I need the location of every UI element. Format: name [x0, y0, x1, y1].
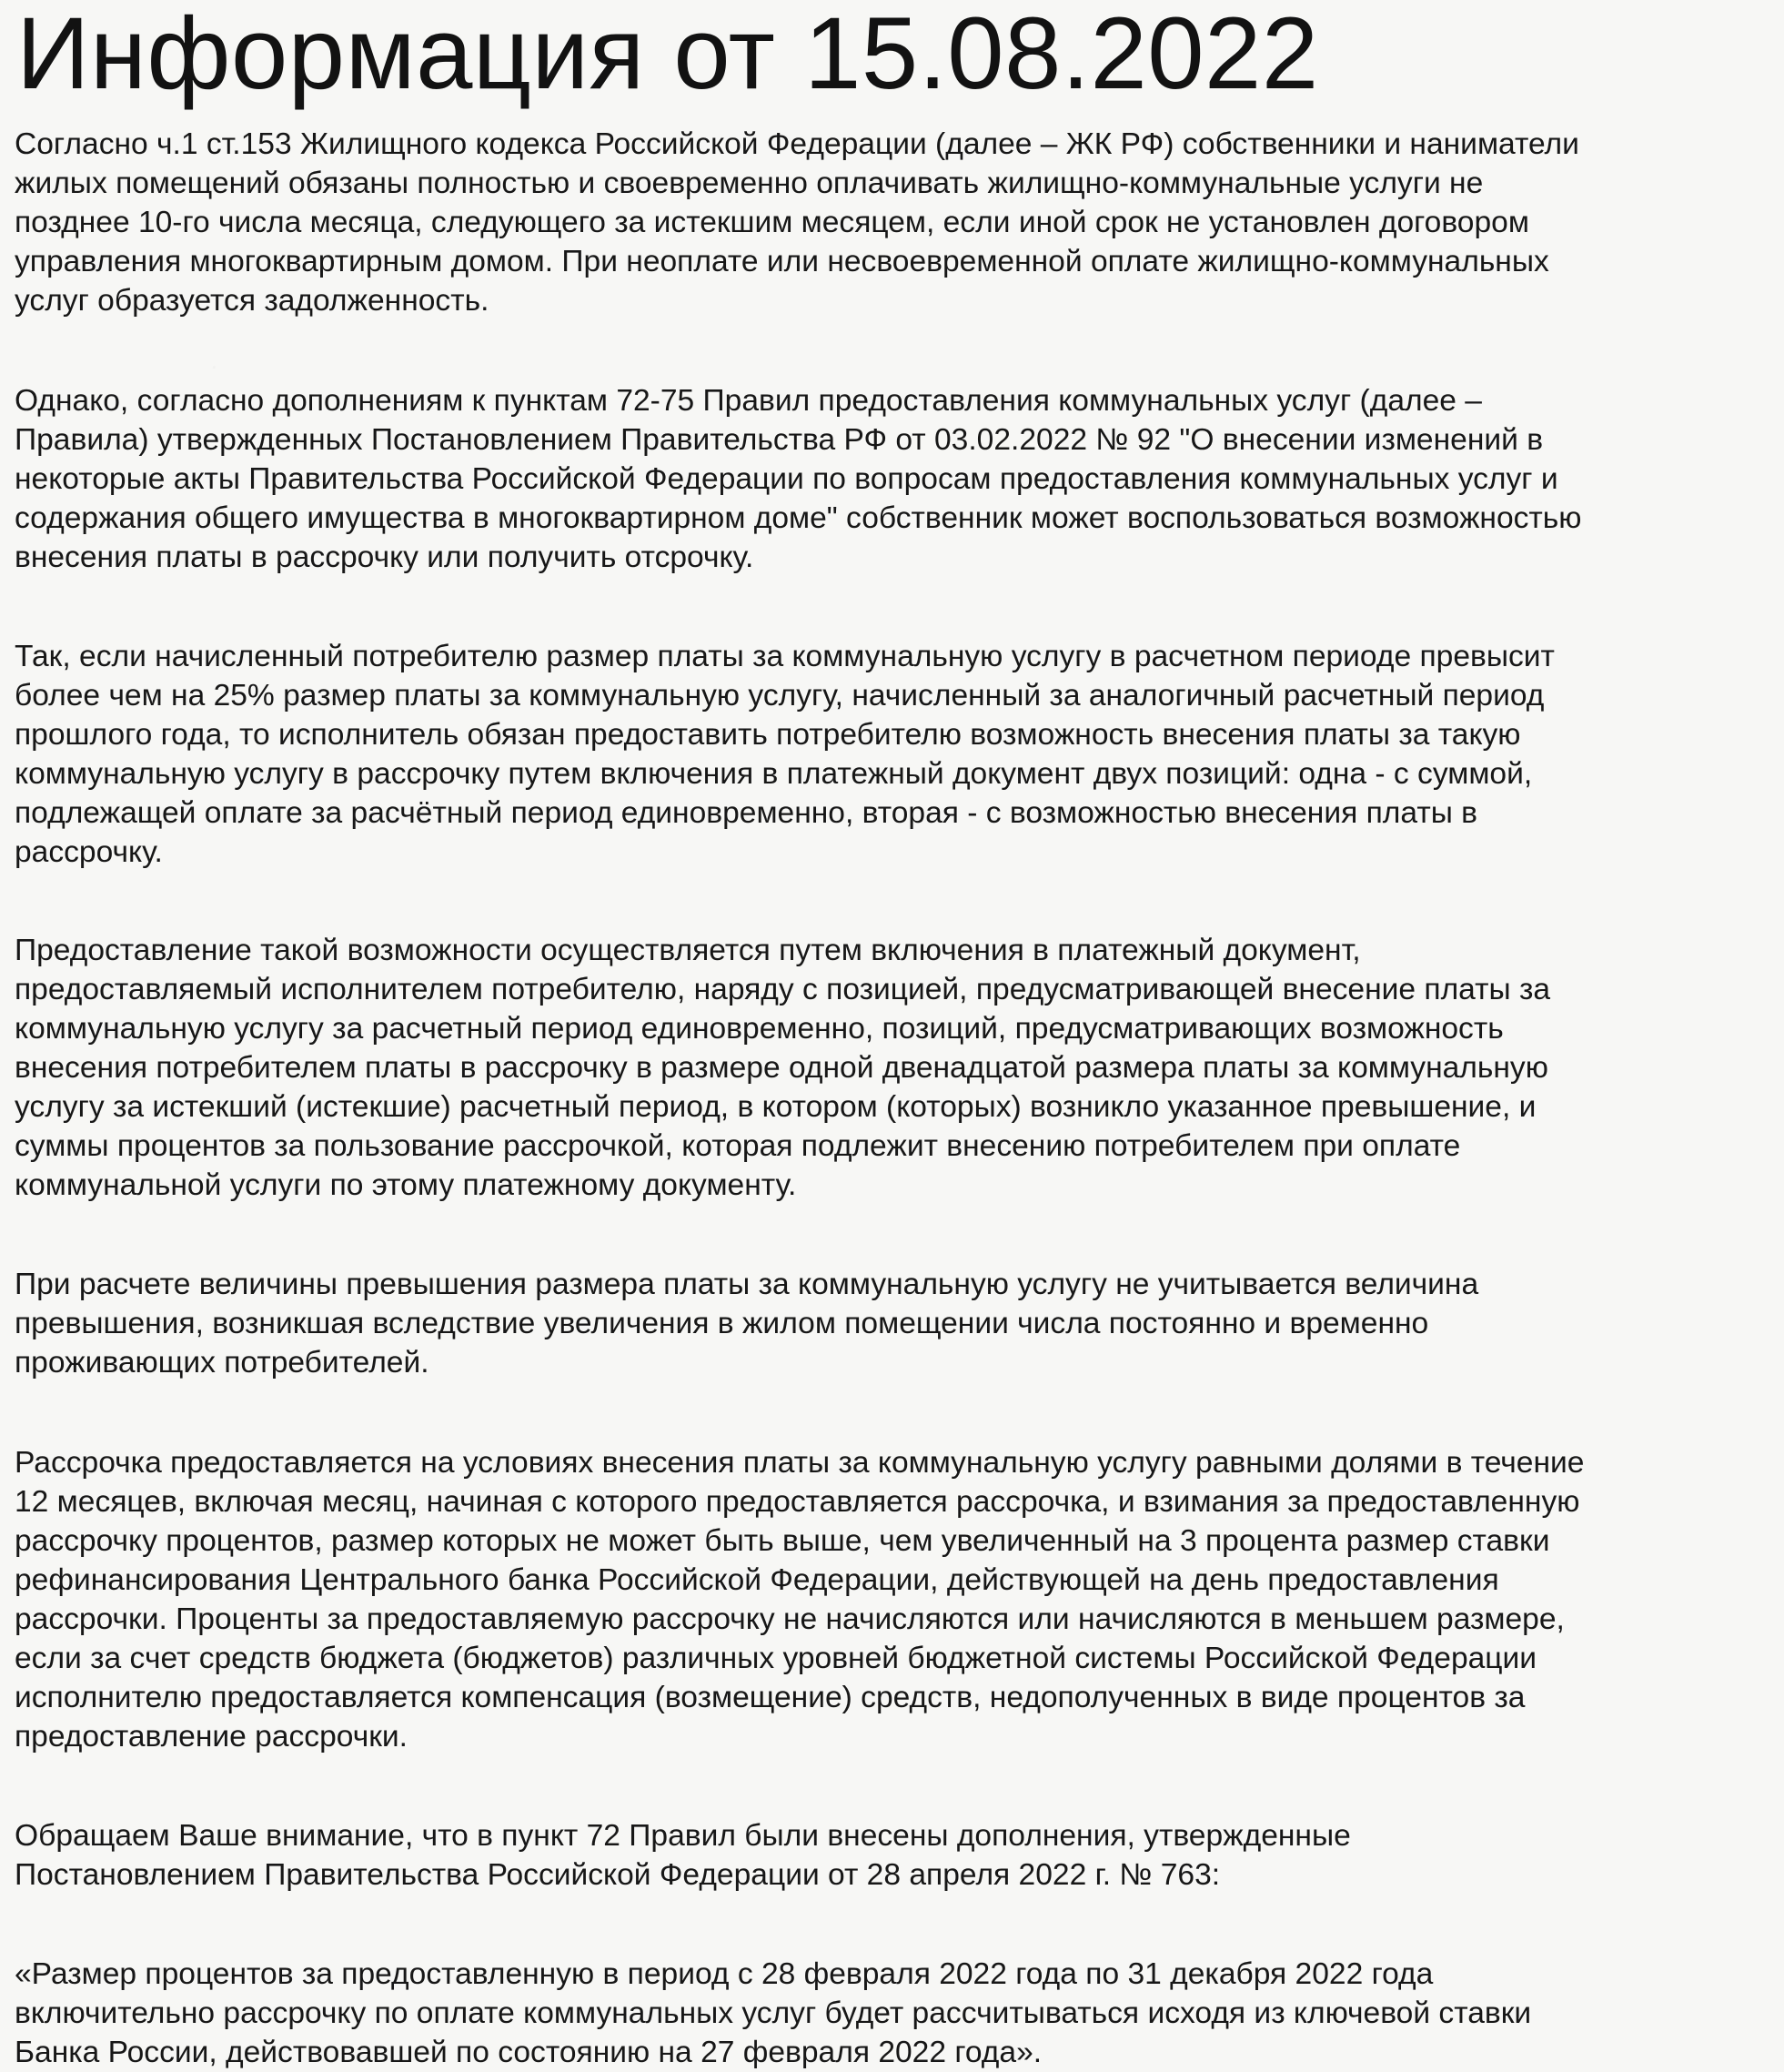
paragraph-line: При расчете величины превышения размера платы за коммунальную услугу не учитывается величина: [15, 1268, 1479, 1301]
paragraph-line: превышения, возникшая вследствие увеличения в жилом помещении числа постоянно и временно: [15, 1307, 1429, 1340]
paragraph-payment-document: [15, 931, 1775, 1205]
paragraph-line: проживающих потребителей.: [15, 1346, 429, 1380]
paragraph-line: включительно рассрочку по оплате коммунальных услуг будет рассчитываться исходя из ключевой ставки: [15, 1996, 1532, 2030]
paragraph-line: предоставление рассрочки.: [15, 1720, 408, 1754]
paragraph-additions-note: [15, 1816, 1775, 1895]
paragraph-line: Правила) утвержденных Постановлением Правительства РФ от 03.02.2022 № 92 "О внесении изменений в: [15, 423, 1544, 457]
paragraph-excess-payment: [15, 637, 1775, 872]
paragraph-line: прошлого года, то исполнитель обязан предоставить потребителю возможность внесения платы за такую: [15, 718, 1521, 752]
paragraph-line: Однако, согласно дополнениям к пунктам 72-75 Правил предоставления коммунальных услуг (далее –: [15, 384, 1482, 418]
paragraph-line: услугу за истекший (истекшие) расчетный период, в котором (которых) возникло указанное превышение, и: [15, 1090, 1537, 1124]
paragraph-line: если за счет средств бюджета (бюджетов) различных уровней бюджетной системы Российской Федерации: [15, 1642, 1537, 1675]
paragraph-line: 12 месяцев, включая месяц, начиная с которого предоставляется рассрочка, и взимания за предоставленную: [15, 1485, 1580, 1519]
paragraph-line: внесения платы в рассрочку или получить отсрочку.: [15, 541, 754, 574]
paragraph-installment-terms: [15, 1443, 1775, 1756]
paragraph-line: Банка России, действовавшей по состоянию на 27 февраля 2022 года».: [15, 2036, 1043, 2069]
paragraph-line: позднее 10-го числа месяца, следующего за истекшим месяцем, если иной срок не установлен договором: [15, 206, 1529, 239]
paragraph-line: коммунальную услугу в рассрочку путем включения в платежный документ двух позиций: одна - с суммой,: [15, 757, 1533, 791]
paragraph-line: рассрочку процентов, размер которых не может быть выше, чем увеличенный на 3 процента размер ставки: [15, 1524, 1550, 1558]
paragraph-line: услуг образуется задолженность.: [15, 284, 489, 318]
paragraph-line: Постановлением Правительства Российской Федерации от 28 апреля 2022 г. № 763:: [15, 1858, 1221, 1892]
paragraph-line: коммунальной услуги по этому платежному документу.: [15, 1168, 797, 1202]
paragraph-line: Рассрочка предоставляется на условиях внесения платы за коммунальную услугу равными долями в течение: [15, 1446, 1585, 1480]
paragraph-installment-rules: [15, 381, 1775, 577]
paragraph-quoted-rule: [15, 1955, 1775, 2072]
paragraph-line: содержания общего имущества в многоквартирном доме" собственник может воспользоваться возможностью: [15, 501, 1582, 535]
paragraph-line: суммы процентов за пользование рассрочкой, которая подлежит внесению потребителем при оплате: [15, 1129, 1461, 1163]
paragraph-line: предоставляемый исполнителем потребителю, наряду с позицией, предусматривающей внесение платы за: [15, 973, 1551, 1006]
paragraph-line: Обращаем Ваше внимание, что в пункт 72 Правил были внесены дополнения, утвержденные: [15, 1819, 1351, 1853]
paragraph-line: коммунальную услугу за расчетный период единовременно, позиций, предусматривающих возможность: [15, 1012, 1504, 1046]
paragraph-line: «Размер процентов за предоставленную в период с 28 февраля 2022 года по 31 декабря 2022 года: [15, 1957, 1434, 1991]
paragraph-line: рассрочку.: [15, 835, 163, 869]
paragraph-line: управления многоквартирным домом. При неоплате или несвоевременной оплате жилищно-коммунальных: [15, 245, 1549, 278]
paragraph-line: жилых помещений обязаны полностью и своевременно оплачивать жилищно-коммунальные услуги не: [15, 167, 1484, 200]
paragraph-line: Так, если начисленный потребителю размер платы за коммунальную услугу в расчетном периоде превысит: [15, 640, 1555, 673]
paragraph-line: рефинансирования Центрального банка Российской Федерации, действующей на день предоставления: [15, 1563, 1499, 1597]
paragraph-line: более чем на 25% размер платы за коммунальную услугу, начисленный за аналогичный расчетный период: [15, 679, 1545, 713]
paragraph-calculation-exception: [15, 1265, 1775, 1382]
document-body: [15, 125, 1775, 2072]
paragraph-line: Предоставление такой возможности осуществляется путем включения в платежный документ,: [15, 934, 1361, 967]
paragraph-payment-obligation: [15, 125, 1775, 320]
paragraph-line: внесения потребителем платы в рассрочку в размере одной двенадцатой размера платы за коммунальную: [15, 1051, 1548, 1085]
paragraph-line: некоторые акты Правительства Российской Федерации по вопросам предоставления коммунальных услуг и: [15, 462, 1558, 496]
document-title: Информация от 15.08.2022: [16, 0, 1319, 110]
paragraph-line: Согласно ч.1 ст.153 Жилищного кодекса Российской Федерации (далее – ЖК РФ) собственники и наниматели: [15, 127, 1579, 161]
paragraph-line: подлежащей оплате за расчётный период единовременно, вторая - с возможностью внесения платы в: [15, 796, 1478, 830]
paragraph-line: рассрочки. Проценты за предоставляемую рассрочку не начисляются или начисляются в меньшем размере,: [15, 1602, 1565, 1636]
paragraph-line: исполнителю предоставляется компенсация (возмещение) средств, недополученных в виде процентов за: [15, 1681, 1526, 1714]
